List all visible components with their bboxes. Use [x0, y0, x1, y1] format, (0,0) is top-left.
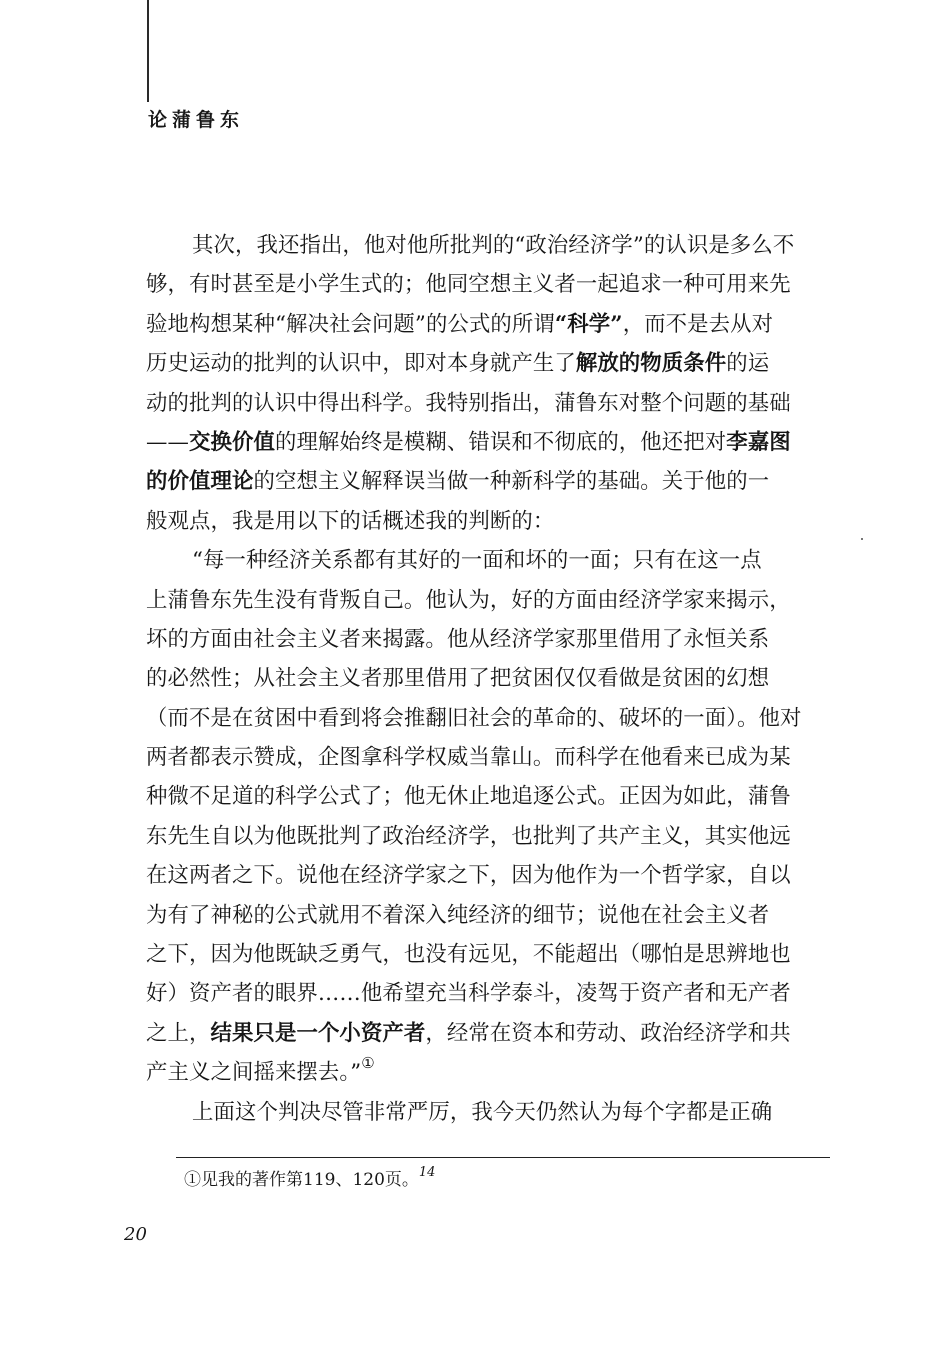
text-run: 的空想主义解释误当做一种新科学的基础。关于他的一: [253, 469, 770, 495]
text-line: [146, 817, 834, 856]
text-line: [146, 896, 834, 935]
text-line: [146, 462, 834, 501]
margin-rule: [147, 0, 149, 102]
text-line: [146, 305, 834, 344]
text-run: 好）资产者的眼界……他希望充当科学泰斗，凌驾于资产者和无产者: [146, 981, 791, 1007]
text-run: 上面这个判决尽管非常严厉，我今天仍然认为每个字都是正确: [192, 1099, 773, 1125]
footnote: [184, 1165, 436, 1192]
text-run: 之上，: [146, 1020, 211, 1046]
text-run: 般观点，我是用以下的话概述我的判断的：: [146, 508, 555, 534]
text-run: 东先生自以为他既批判了政治经济学，也批判了共产主义，其实他远: [146, 823, 791, 849]
text-line: [146, 974, 834, 1013]
text-run: 产主义之间摇来摆去。”: [146, 1060, 362, 1086]
text-run: 的理解始终是模糊、错误和不彻底的，他还把对: [274, 429, 727, 455]
text-run: 之下，因为他既缺乏勇气，也没有远见，不能超出（哪怕是思辨地也: [146, 942, 791, 968]
text-run: ，而不是去从对: [622, 311, 774, 337]
text-line: [146, 423, 834, 462]
bold-text: 解放的物质条件: [575, 351, 727, 377]
footnote-note-ref: 14: [418, 1165, 436, 1181]
text-run: 两者都表示赞成，企图拿科学权威当靠山。而科学在他看来已成为某: [146, 745, 791, 771]
text-line: [146, 699, 834, 738]
text-line: [146, 581, 834, 620]
text-run: 坏的方面由社会主义者来揭露。他从经济学家那里借用了永恒关系: [146, 626, 770, 652]
text-run: 种微不足道的科学公式了；他无休止地追逐公式。正因为如此，蒲鲁: [146, 784, 791, 810]
text-run: ，经常在资本和劳动、政治经济学和共: [425, 1020, 791, 1046]
text-line: [146, 344, 834, 383]
text-run: 够，有时甚至是小学生式的；他同空想主义者一起追求一种可用来先: [146, 272, 791, 298]
text-line: [146, 620, 834, 659]
text-run: 在这两者之下。说他在经济学家之下，因为他作为一个哲学家，自以: [146, 863, 791, 889]
text-line: [146, 226, 834, 265]
text-line: [146, 659, 834, 698]
text-run: ——: [146, 429, 189, 455]
text-run: 的必然性；从社会主义者那里借用了把贫困仅仅看做是贫困的幻想: [146, 666, 770, 692]
text-line: [146, 265, 834, 304]
text-run: 其次，我还指出，他对他所批判的“政治经济学”的认识是多么不: [192, 233, 795, 258]
text-run: 验地构想某种“解决社会问题”的公式的所谓: [146, 311, 555, 337]
footnote-marker: ①: [184, 1170, 201, 1190]
text-run: “每一种经济关系都有其好的一面和坏的一面；只有在这一点: [192, 548, 762, 574]
text-line: [146, 1014, 834, 1053]
page-number: 20: [124, 1224, 147, 1245]
bold-text: “科学”: [554, 311, 623, 337]
text-line: [146, 1053, 834, 1092]
text-run: 动的批判的认识中得出科学。我特别指出，蒲鲁东对整个问题的基础: [146, 390, 791, 416]
text-line: [146, 1093, 834, 1132]
text-run: 为有了神秘的公式就用不着深入纯经济的细节；说他在社会主义者: [146, 902, 770, 928]
text-line: [146, 541, 834, 580]
text-line: [146, 777, 834, 816]
text-run: 历史运动的批判的认识中，即对本身就产生了: [146, 351, 576, 377]
running-head-title: 论蒲鲁东: [148, 109, 245, 131]
text-line: [146, 738, 834, 777]
text-run: 上蒲鲁东先生没有背叛自己。他认为，好的方面由经济学家来揭示，: [146, 587, 791, 613]
text-line: [146, 935, 834, 974]
footnote-reference: ①: [361, 1054, 375, 1073]
text-run: （而不是在贫困中看到将会推翻旧社会的革命的、破坏的一面）。他对: [146, 705, 802, 731]
text-line: [146, 384, 834, 423]
text-line: [146, 856, 834, 895]
text-run: 的运: [726, 351, 770, 377]
bold-text: 李嘉图: [726, 429, 791, 455]
body-text: [146, 226, 834, 1132]
footnote-rule: [176, 1157, 830, 1158]
bold-text: 结果只是一个小资产者: [210, 1020, 426, 1046]
bold-text: 交换价值: [188, 429, 275, 455]
footnote-text: 见我的著作第119、120页。: [201, 1170, 419, 1190]
bold-text: 的价值理论: [146, 469, 254, 495]
scan-speck: [861, 538, 863, 540]
text-line: [146, 502, 834, 541]
